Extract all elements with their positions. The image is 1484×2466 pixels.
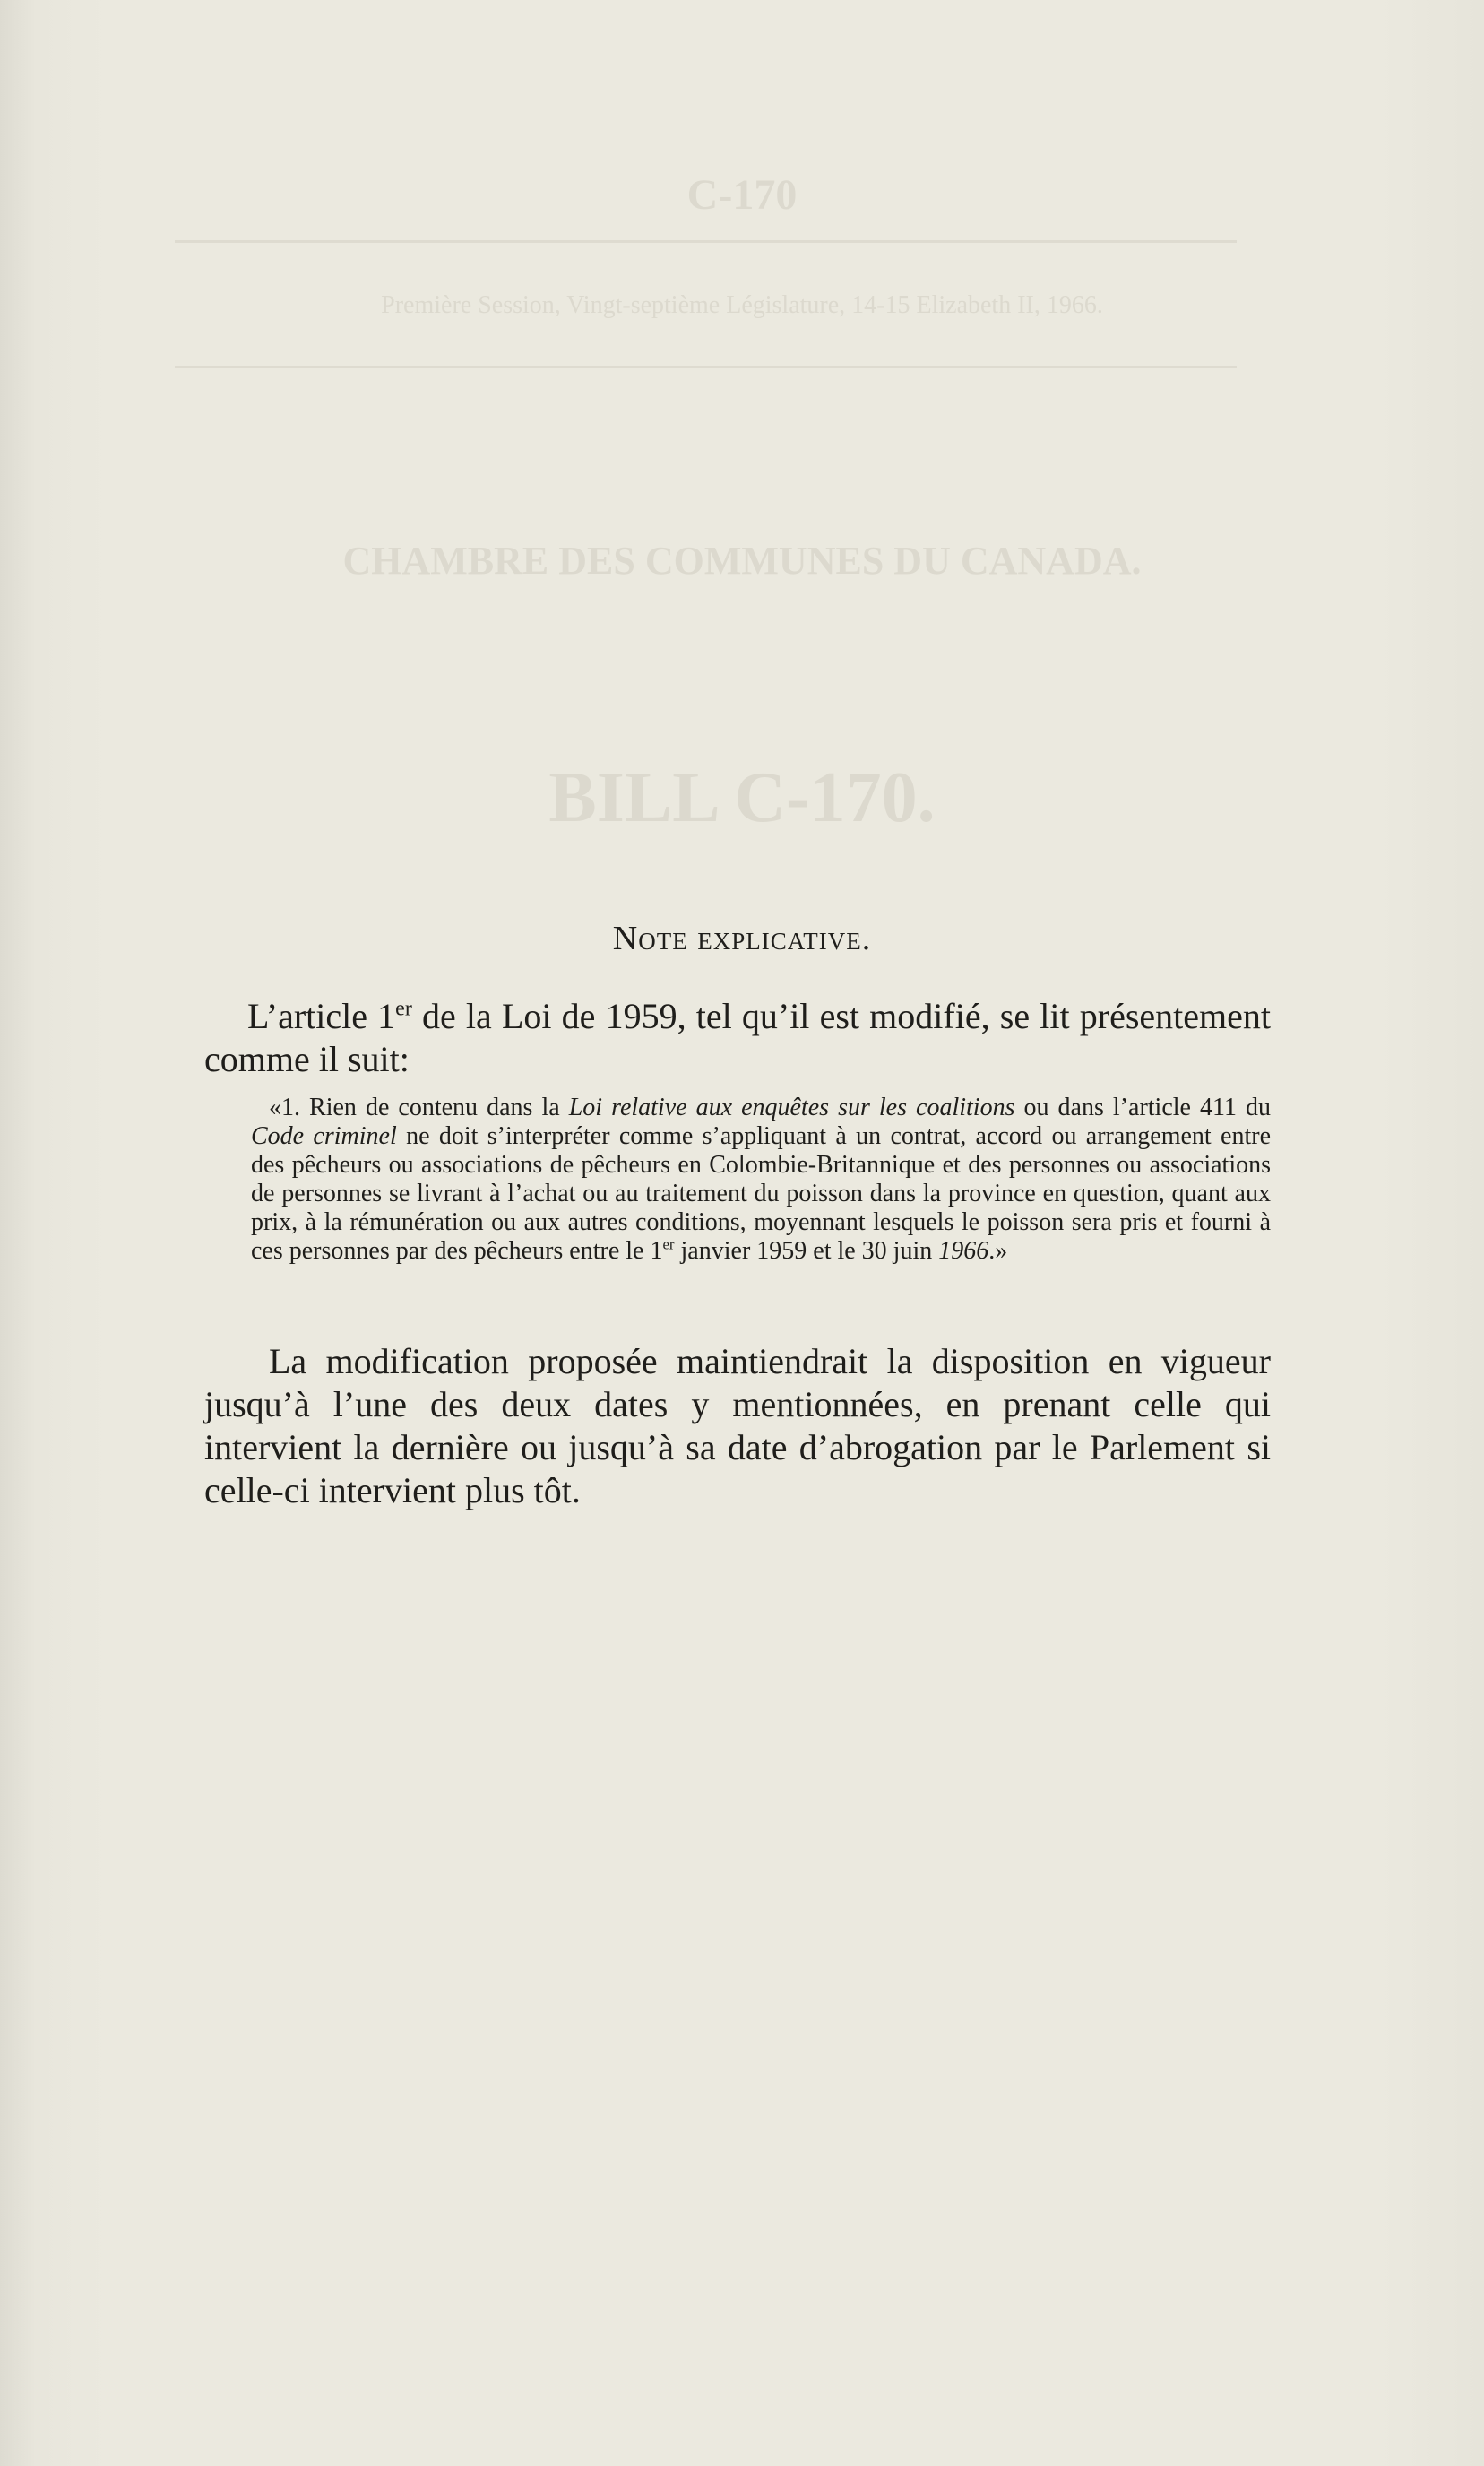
quote-part-2: ou dans l’article 411 du [1014, 1094, 1271, 1121]
bleed-house: CHAMBRE DES COMMUNES DU CANADA. [342, 539, 1142, 583]
bleed-bill-number: C-170 [686, 171, 798, 219]
note-title: Note explicative. [612, 920, 872, 957]
bleed-session: Première Session, Vingt-septième Législature, 14-15 Elizabeth II, 1966. [381, 291, 1103, 319]
quote-part-3: ne doit s’interpréter comme s’appliquant à un contrat, accord ou arrangement entre des pêcheurs ou associations de pêcheurs en Colombie-Britannique et des personnes ou associations de personnes se livrant à l’achat ou au traitement du poisson dans la province en question, quant aux prix, à la rémunération ou aux autres conditions, moyennant lesquels le poisson sera pris et fourni à ces personnes par des pêcheurs entre le 1 [251, 1122, 1271, 1265]
closing-paragraph: La modification proposée maintiendrait la disposition en vigueur jusqu’à l’une des deux dates y mentionnées, en prenant celle qui intervient la dernière ou jusqu’à sa date d’abrogation par le Parlement si celle-ci intervient plus tôt. [204, 1341, 1271, 1510]
quote-law-title: Loi relative aux enquêtes sur les coalitions [568, 1094, 1015, 1121]
quote-superscript: er [662, 1235, 675, 1253]
intro-superscript: er [395, 997, 412, 1021]
bleed-rule-bottom [175, 366, 1237, 368]
intro-text-start: L’article 1 [247, 996, 396, 1036]
quote-part-4: janvier 1959 et le 30 juin [674, 1237, 939, 1265]
bleed-bill: BILL C-170. [548, 758, 936, 837]
quote-code-title: Code criminel [251, 1122, 397, 1150]
bleed-rule-top [175, 240, 1237, 243]
quote-part-1: «1. Rien de contenu dans la [269, 1094, 569, 1121]
quote-part-5: .» [988, 1237, 1008, 1265]
intro-paragraph [204, 995, 1271, 1081]
quoted-article [251, 1094, 1271, 1266]
quote-year: 1966 [938, 1237, 989, 1265]
intro-text-end: de la Loi de 1959, tel qu’il est modifié, se lit présentement comme il suit: [204, 996, 1271, 1079]
